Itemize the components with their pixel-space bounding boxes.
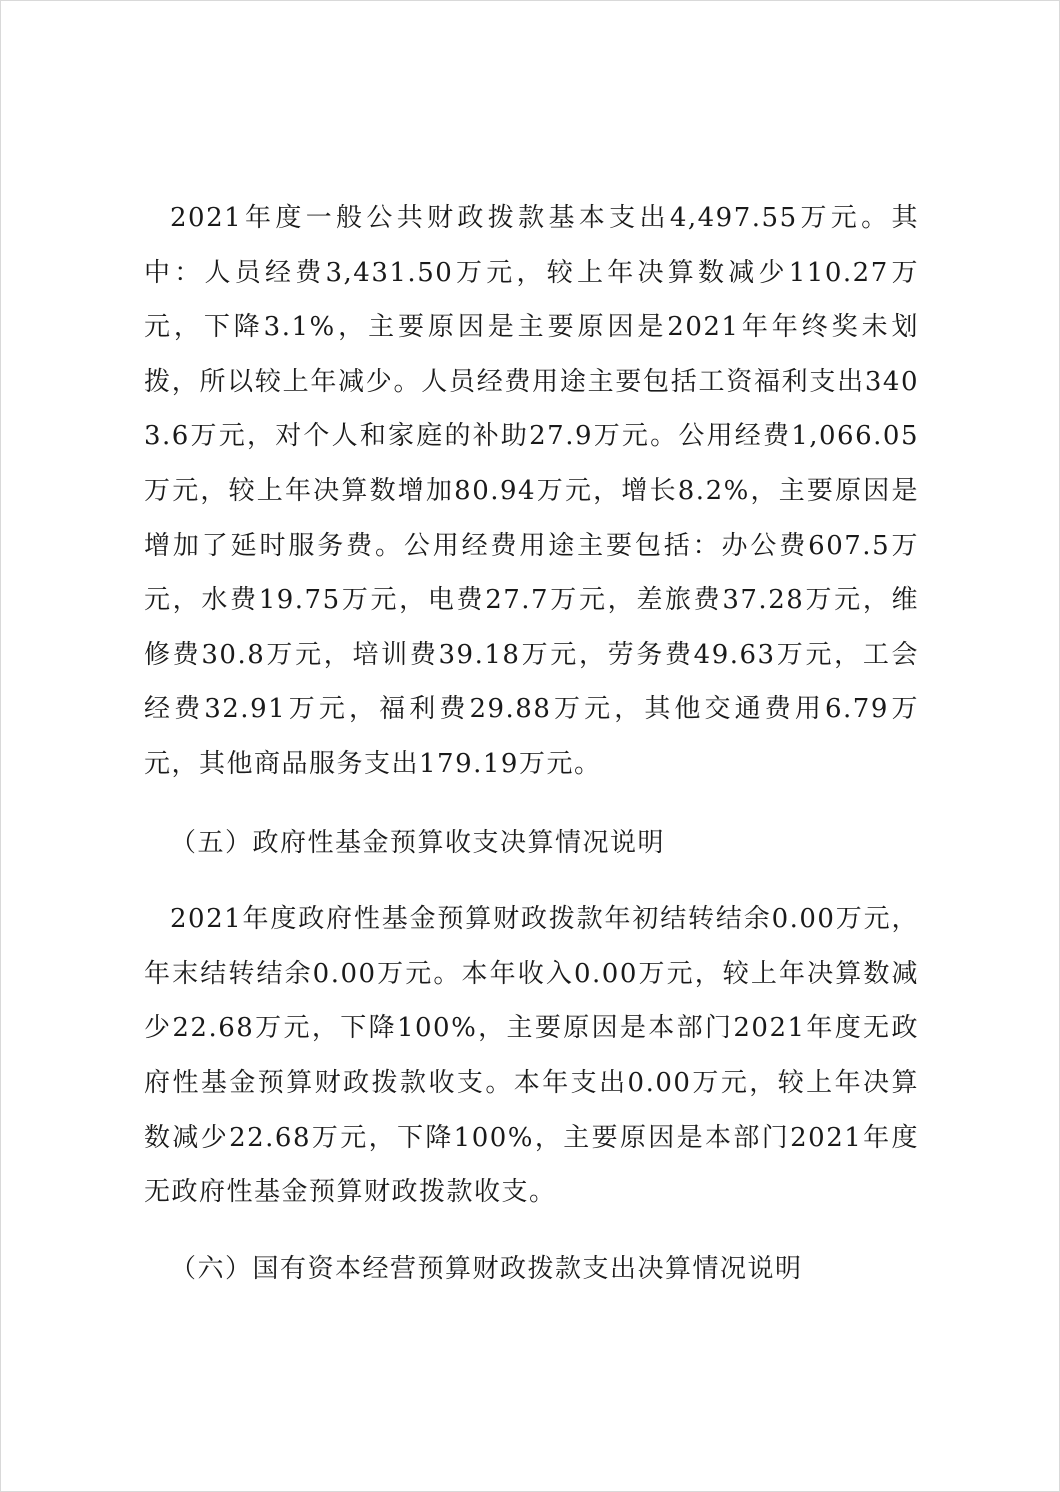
section-heading-6: （六）国有资本经营预算财政拨款支出决算情况说明 [170,1253,803,1284]
paragraph-basic-expenditure: 2021年度一般公共财政拨款基本支出4,497.55万元。其中：人员经费3,431.50万元，较上年决算数减少110.27万元，下降3.1%，主要原因是主要原因是2021年年终奖未划拨，所以较上年减少。人员经费用途主要包括工资福利支出3403.6万元，对个人和家庭的补助27.9万元。公用经费1,066.05万元，较上年决算数增加80.94万元，增长8.2%，主要原因是增加了延时服务费。公用经费用途主要包括：办公费607.5万元，水费19.75万元，电费27.7万元，差旅费37.28万元，维修费30.8万元，培训费39.18万元，劳务费49.63万元，工会经费32.91万元，福利费29.88万元，其他交通费用6.79万元，其他商品服务支出179.19万元。 [144,203,919,779]
paragraph-government-fund: 2021年度政府性基金预算财政拨款年初结转结余0.00万元，年末结转结余0.00万元。本年收入0.00万元，较上年决算数减少22.68万元，下降100%，主要原因是本部门2021年度无政府性基金预算财政拨款收支。本年支出0.00万元，较上年决算数减少22.68万元，下降100%，主要原因是本部门2021年度无政府性基金预算财政拨款收支。 [144,904,919,1208]
section-heading-5: （五）政府性基金预算收支决算情况说明 [170,827,666,858]
document-body [144,191,919,1296]
